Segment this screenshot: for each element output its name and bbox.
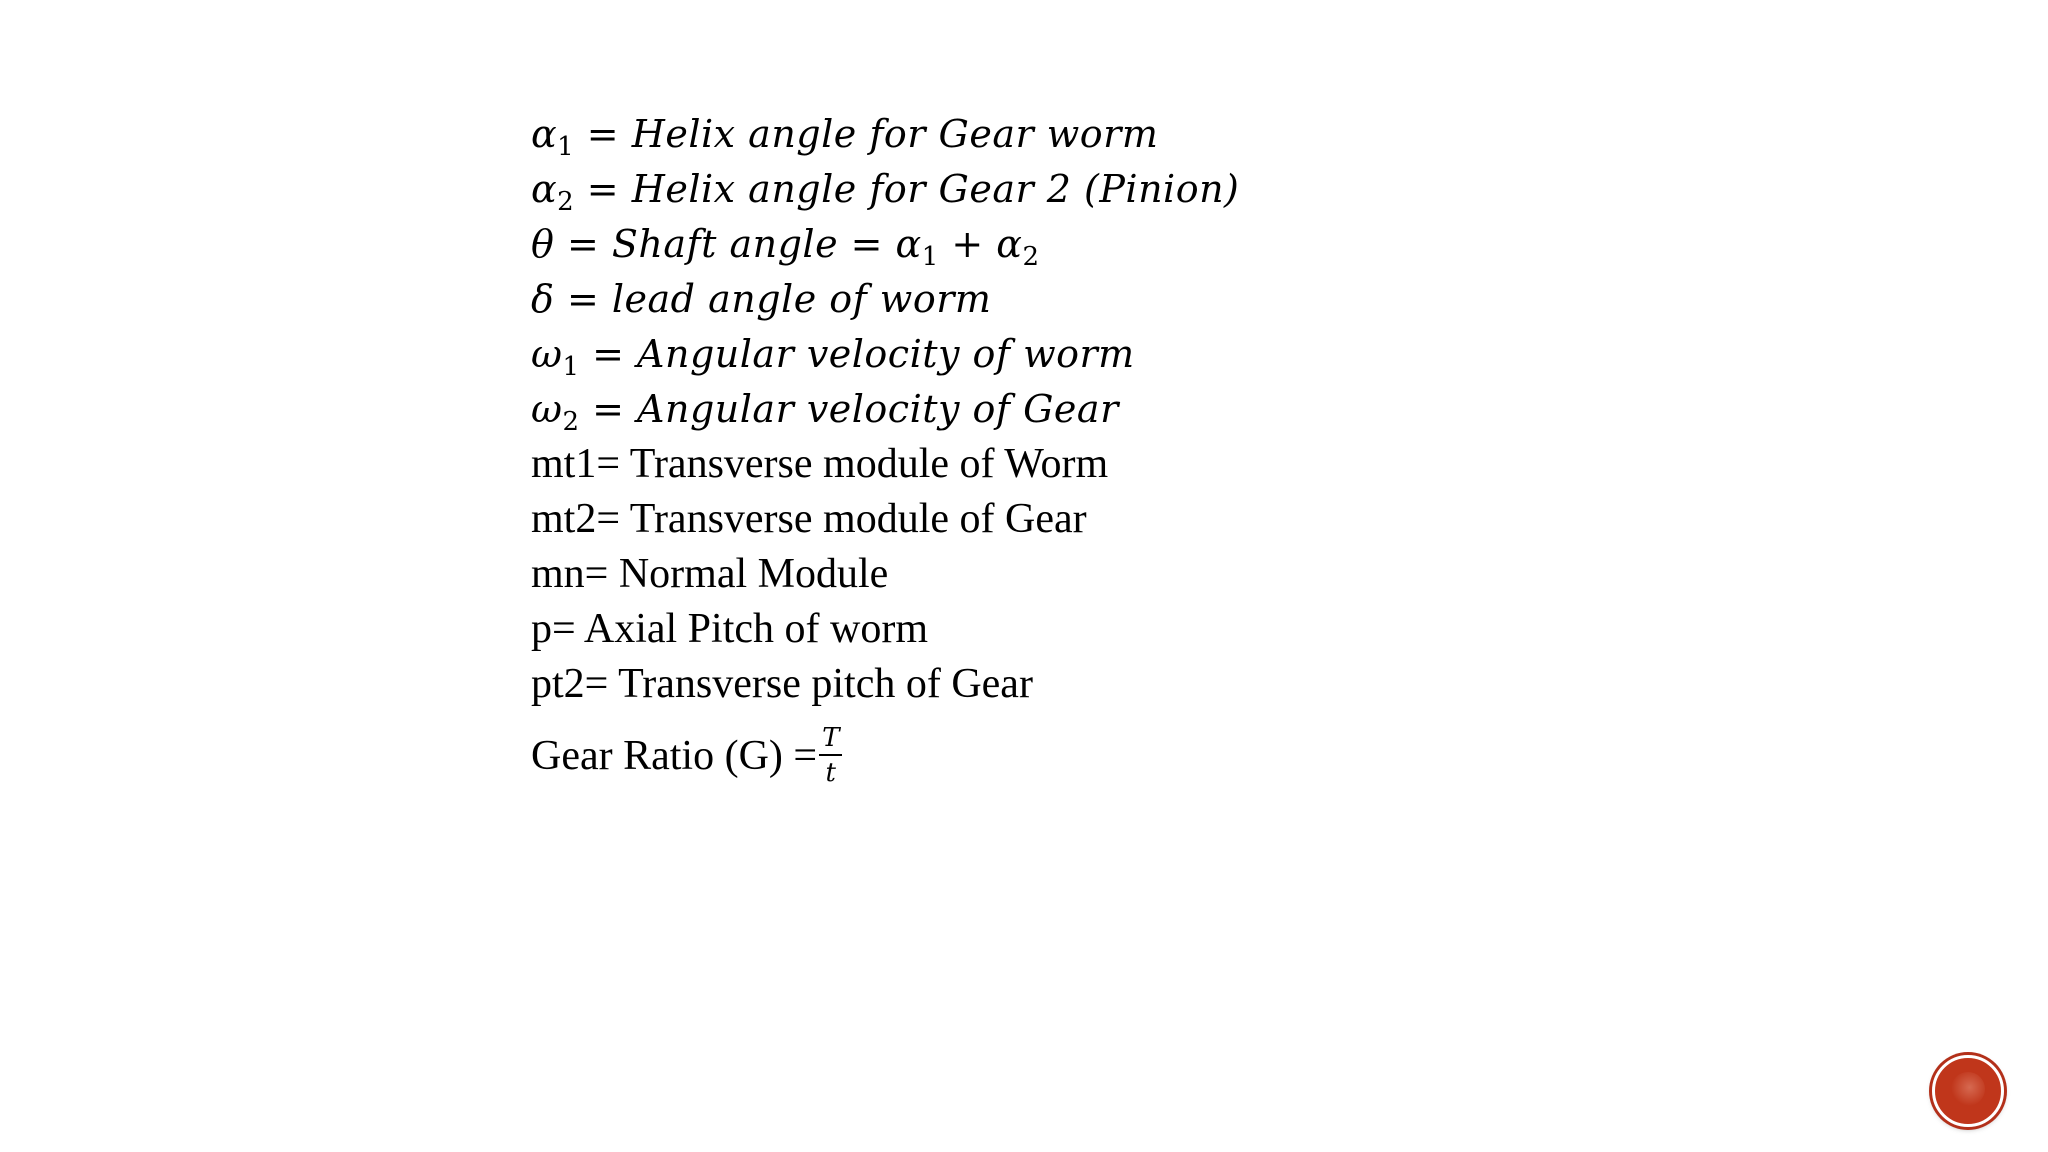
definition-text: = Angular velocity of worm (579, 332, 1135, 376)
symbol-delta: δ (531, 277, 555, 321)
subscript: 2 (1022, 242, 1040, 272)
fraction-numerator: T (819, 723, 842, 756)
definition-omega1 (531, 324, 1135, 384)
definition-pt2: pt2= Transverse pitch of Gear (531, 661, 1033, 707)
symbol-alpha: α (531, 167, 558, 211)
gear-ratio-formula (531, 721, 842, 791)
subscript: 1 (562, 352, 580, 382)
definition-text: = Shaft angle = α (554, 222, 922, 266)
definition-omega2 (531, 379, 1119, 439)
subscript: 1 (921, 242, 939, 272)
definition-text: = Helix angle for Gear worm (574, 112, 1159, 156)
symbol-theta: θ (531, 222, 555, 266)
definition-text: = Helix angle for Gear 2 (Pinion) (574, 167, 1240, 211)
definition-text-mid: + α (938, 222, 1023, 266)
definition-text: = Angular velocity of Gear (579, 387, 1119, 431)
symbol-omega: ω (531, 387, 563, 431)
definition-mt2: mt2= Transverse module of Gear (531, 496, 1087, 542)
fraction-denominator: t (825, 757, 836, 788)
symbol-alpha: α (531, 112, 558, 156)
definition-mt1: mt1= Transverse module of Worm (531, 441, 1109, 487)
gear-ratio-fraction (819, 723, 842, 788)
subscript: 2 (557, 187, 575, 217)
definition-mn: mn= Normal Module (531, 551, 889, 597)
definition-p: p= Axial Pitch of worm (531, 606, 928, 652)
definition-delta (531, 269, 991, 329)
definition-text: = lead angle of worm (554, 277, 992, 321)
gear-ratio-label: Gear Ratio (G) = (531, 733, 818, 779)
slide-nav-button[interactable] (1932, 1055, 2004, 1127)
symbol-omega: ω (531, 332, 563, 376)
subscript: 1 (557, 132, 575, 162)
definition-alpha1 (531, 104, 1158, 164)
subscript: 2 (562, 407, 580, 437)
definition-theta (531, 214, 1039, 274)
definition-alpha2 (531, 159, 1239, 219)
